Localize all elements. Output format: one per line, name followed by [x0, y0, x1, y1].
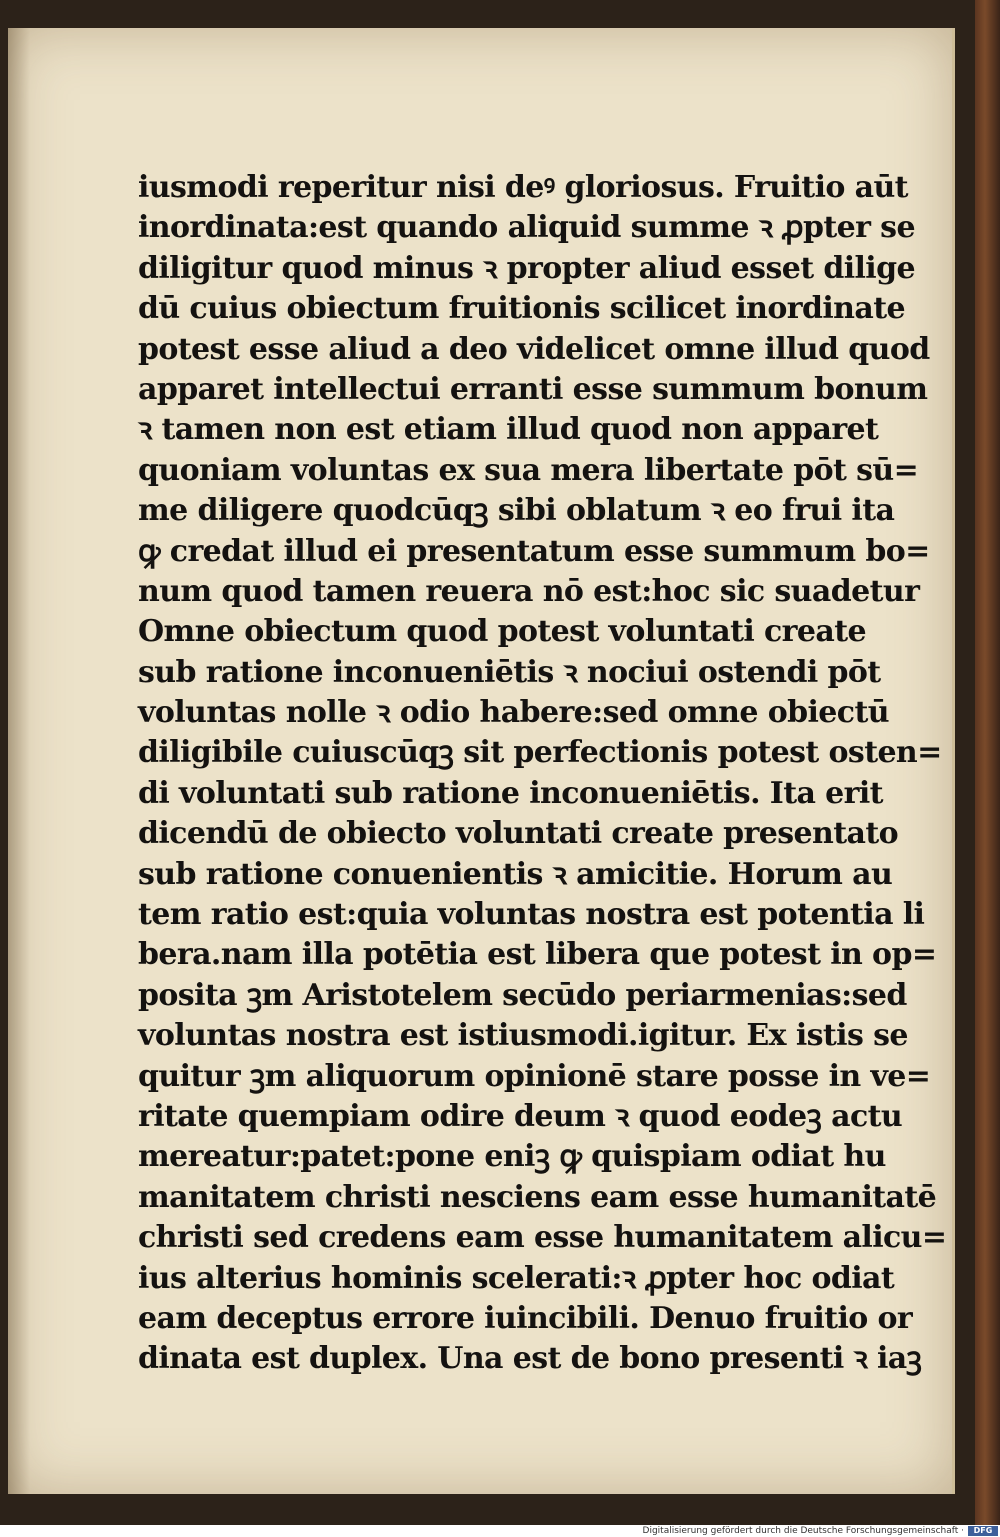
text-line: apparet intellectui erranti esse summum bonum: [138, 371, 928, 407]
text-line: ius alterius hominis scelerati:ꝛ ꝓpter hoc odiat: [138, 1260, 895, 1296]
text-line: sub ratione conuenientis ꝛ amicitie. Horum au: [138, 856, 893, 892]
text-line: dū cuius obiectum fruitionis scilicet inordinate: [138, 291, 905, 327]
text-line: ritate quempiam odire deum ꝛ quod eodeꝫ actu: [138, 1098, 903, 1134]
text-line: tem ratio est:quia voluntas nostra est potentia li: [138, 897, 925, 933]
text-line: sub ratione inconueniētis ꝛ nociui ostendi pōt: [138, 654, 881, 690]
text-line: Omne obiectum quod potest voluntati create: [138, 614, 866, 650]
text-line: ꝙ credat illud ei presentatum esse summum bo=: [138, 533, 930, 569]
text-line: quoniam voluntas ex sua mera libertate pōt sū=: [138, 452, 919, 488]
text-line: inordinata:est quando aliquid summe ꝛ ꝓpter se: [138, 210, 915, 246]
dfg-logo-icon: DFG: [968, 1526, 998, 1536]
text-line: eam deceptus errore iuincibili. Denuo fruitio or: [138, 1300, 913, 1336]
text-line: ꝛ tamen non est etiam illud quod non apparet: [138, 412, 879, 448]
footer-bar: [0, 1525, 1000, 1537]
text-line: num quod tamen reuera nō est:hoc sic suadetur: [138, 573, 920, 609]
text-block: [138, 168, 947, 1380]
text-line: manitatem christi nesciens eam esse humanitatē: [138, 1179, 937, 1215]
text-line: diligibile cuiuscūqꝫ sit perfectionis potest osten=: [138, 735, 942, 771]
text-line: mereatur:patet:pone eniꝫ ꝙ quispiam odiat hu: [138, 1139, 886, 1175]
funding-credit: Digitalisierung gefördert durch die Deutsche Forschungsgemeinschaft ·: [642, 1526, 964, 1536]
text-line: bera.nam illa potētia est libera que potest in op=: [138, 937, 937, 973]
text-line: dinata est duplex. Una est de bono presenti ꝛ iaꝫ: [138, 1341, 922, 1377]
text-line: diligitur quod minus ꝛ propter aliud esset dilige: [138, 250, 915, 286]
text-line: di voluntati sub ratione inconueniētis. Ita erit: [138, 775, 883, 811]
text-line: posita ꝫm Aristotelem secūdo periarmenias:sed: [138, 977, 907, 1013]
text-line: quitur ꝫm aliquorum opinionē stare posse in ve=: [138, 1058, 931, 1094]
text-line: voluntas nolle ꝛ odio habere:sed omne obiectū: [138, 695, 889, 731]
text-line: christi sed credens eam esse humanitatem alicu=: [138, 1220, 947, 1256]
text-line: me diligere quodcūqꝫ sibi oblatum ꝛ eo frui ita: [138, 493, 895, 529]
book-page: [8, 28, 955, 1494]
text-line: potest esse aliud a deo videlicet omne illud quod: [138, 331, 930, 367]
text-line: dicendū de obiecto voluntati create presentato: [138, 816, 898, 852]
text-line: iusmodi reperitur nisi deꝰ gloriosus. Fruitio aūt: [138, 170, 908, 205]
text-line: voluntas nostra est istiusmodi.igitur. Ex istis se: [138, 1018, 908, 1054]
